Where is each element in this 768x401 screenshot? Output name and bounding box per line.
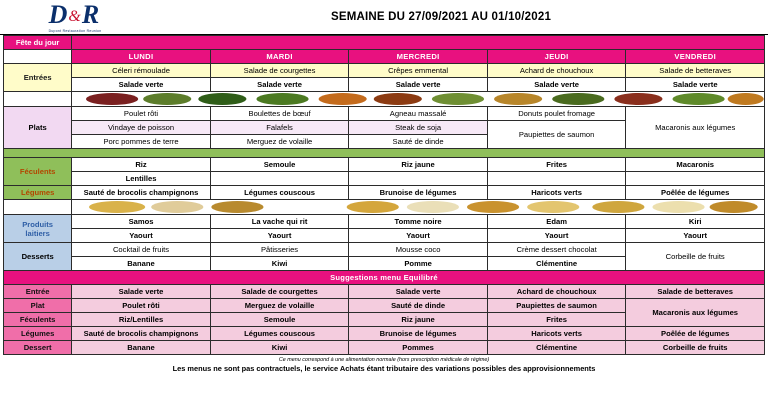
cell-laitier1-jeudi: Edam bbox=[487, 215, 626, 229]
label-sug-feculents: Féculents bbox=[4, 313, 72, 327]
row-entrees-1 bbox=[4, 64, 765, 78]
menu-table bbox=[3, 35, 765, 355]
cell-plat3-mardi: Merguez de volaille bbox=[210, 135, 349, 149]
cell-dessert1-lundi: Cocktail de fruits bbox=[72, 243, 211, 257]
row-fete-du-jour bbox=[4, 36, 765, 50]
label-plats: Plats bbox=[4, 107, 72, 149]
cell-sug-feculent-mardi: Semoule bbox=[210, 313, 349, 327]
logo-letter-r: R bbox=[81, 0, 100, 29]
day-mercredi: MERCREDI bbox=[349, 50, 488, 64]
page-header bbox=[0, 0, 768, 35]
cell-laitier1-vendredi: Kiri bbox=[626, 215, 765, 229]
cell-sug-dessert-jeudi: Clémentine bbox=[487, 341, 626, 355]
footer-note: Ce menu correspond à une alimentation normale (hors prescription médicale de régime) bbox=[278, 357, 490, 363]
cell-feculent1-mercredi: Riz jaune bbox=[349, 158, 488, 172]
cell-entree2-jeudi: Salade verte bbox=[487, 78, 626, 92]
row-sug-entree bbox=[4, 285, 765, 299]
cell-laitier2-lundi: Yaourt bbox=[72, 229, 211, 243]
cell-plat2-lundi: Vindaye de poisson bbox=[72, 121, 211, 135]
cell-entree2-mercredi: Salade verte bbox=[349, 78, 488, 92]
cell-sug-entree-jeudi: Achard de chouchoux bbox=[487, 285, 626, 299]
cell-dessert1-mardi: Pâtisseries bbox=[210, 243, 349, 257]
row-feculents-2 bbox=[4, 172, 765, 186]
cell-feculent1-mardi: Semoule bbox=[210, 158, 349, 172]
cell-legume-mercredi: Brunoise de légumes bbox=[349, 186, 488, 200]
cell-plat2-mardi: Falafels bbox=[210, 121, 349, 135]
cell-plat3-mercredi: Sauté de dinde bbox=[349, 135, 488, 149]
cell-dessert2-jeudi: Clémentine bbox=[487, 257, 626, 271]
cell-dessert-vendredi: Corbeille de fruits bbox=[626, 243, 765, 271]
label-desserts: Desserts bbox=[4, 243, 72, 271]
cell-laitier1-lundi: Samos bbox=[72, 215, 211, 229]
cell-legume-vendredi: Poêlée de légumes bbox=[626, 186, 765, 200]
cell-entree-mardi: Salade de courgettes bbox=[210, 64, 349, 78]
cell-entree2-lundi: Salade verte bbox=[72, 78, 211, 92]
label-legumes: Légumes bbox=[4, 186, 72, 200]
cell-sug-dessert-lundi: Banane bbox=[72, 341, 211, 355]
cell-sug-legume-mardi: Légumes couscous bbox=[210, 327, 349, 341]
cell-legume-jeudi: Haricots verts bbox=[487, 186, 626, 200]
cell-feculent1-jeudi: Frites bbox=[487, 158, 626, 172]
label-sug-plat: Plat bbox=[4, 299, 72, 313]
cell-feculent2-lundi: Lentilles bbox=[72, 172, 211, 186]
cell-sug-plat-jeudi: Paupiettes de saumon bbox=[487, 299, 626, 313]
cell-entree-mercredi: Crêpes emmental bbox=[349, 64, 488, 78]
cell-plat2-jeudi: Paupiettes de saumon bbox=[487, 121, 626, 149]
label-sug-legumes: Légumes bbox=[4, 327, 72, 341]
label-produits-laitiers-line1: Produits bbox=[22, 219, 54, 229]
row-laitiers-1 bbox=[4, 215, 765, 229]
cell-plat1-lundi: Poulet rôti bbox=[72, 107, 211, 121]
cell-sug-legume-lundi: Sauté de brocolis champignons bbox=[72, 327, 211, 341]
cell-dessert1-mercredi: Mousse coco bbox=[349, 243, 488, 257]
row-legumes bbox=[4, 186, 765, 200]
row-suggestions-header bbox=[4, 271, 765, 285]
day-mardi: MARDI bbox=[210, 50, 349, 64]
label-fete-du-jour: Fête du jour bbox=[4, 36, 72, 50]
cell-legume-lundi: Sauté de brocolis champignons bbox=[72, 186, 211, 200]
vegetable-photo-strip-icon bbox=[72, 92, 764, 106]
cell-feculent2-mardi bbox=[210, 172, 349, 186]
label-sug-entree: Entrée bbox=[4, 285, 72, 299]
cell-sug-plat-mercredi: Sauté de dinde bbox=[349, 299, 488, 313]
day-jeudi: JEUDI bbox=[487, 50, 626, 64]
green-divider bbox=[4, 149, 765, 158]
page-title: SEMAINE DU 27/09/2021 AU 01/10/2021 bbox=[330, 11, 552, 23]
row-green-band bbox=[4, 149, 765, 158]
cell-sug-dessert-vendredi: Corbeille de fruits bbox=[626, 341, 765, 355]
cell-sug-legume-mercredi: Brunoise de légumes bbox=[349, 327, 488, 341]
cell-sug-feculent-mercredi: Riz jaune bbox=[349, 313, 488, 327]
cell-feculent1-vendredi: Macaronis bbox=[626, 158, 765, 172]
cell-laitier1-mercredi: Tomme noire bbox=[349, 215, 488, 229]
row-entrees-2 bbox=[4, 78, 765, 92]
day-lundi: LUNDI bbox=[72, 50, 211, 64]
cell-plat1-mardi: Boulettes de bœuf bbox=[210, 107, 349, 121]
cell-feculent2-vendredi bbox=[626, 172, 765, 186]
label-sug-dessert: Dessert bbox=[4, 341, 72, 355]
cell-plat3-lundi: Porc pommes de terre bbox=[72, 135, 211, 149]
cell-sug-entree-lundi: Salade verte bbox=[72, 285, 211, 299]
cell-feculent2-mercredi bbox=[349, 172, 488, 186]
cell-entree-vendredi: Salade de betteraves bbox=[626, 64, 765, 78]
logo bbox=[0, 2, 150, 33]
suggestions-title: Suggestions menu Equilibré bbox=[4, 271, 765, 285]
cell-feculent2-jeudi bbox=[487, 172, 626, 186]
label-entrees: Entrées bbox=[4, 64, 72, 92]
cell-sug-plat-vendredi: Macaronis aux légumes bbox=[626, 299, 765, 327]
cell-laitier2-jeudi: Yaourt bbox=[487, 229, 626, 243]
cell-plat1-jeudi: Donuts poulet fromage bbox=[487, 107, 626, 121]
cell-laitier1-mardi: La vache qui rit bbox=[210, 215, 349, 229]
cell-laitier2-mardi: Yaourt bbox=[210, 229, 349, 243]
cell-sug-plat-lundi: Poulet rôti bbox=[72, 299, 211, 313]
cell-plat-vendredi: Macaronis aux légumes bbox=[626, 107, 765, 149]
cell-sug-dessert-mardi: Kiwi bbox=[210, 341, 349, 355]
row-desserts-1 bbox=[4, 243, 765, 257]
day-vendredi: VENDREDI bbox=[626, 50, 765, 64]
cell-entree-jeudi: Achard de chouchoux bbox=[487, 64, 626, 78]
cell-entree2-mardi: Salade verte bbox=[210, 78, 349, 92]
cell-entree-lundi: Céleri rémoulade bbox=[72, 64, 211, 78]
cell-dessert1-jeudi: Crème dessert chocolat bbox=[487, 243, 626, 257]
row-days-header bbox=[4, 50, 765, 64]
row-sug-dessert bbox=[4, 341, 765, 355]
row-veg-strip-2 bbox=[4, 200, 765, 215]
row-sug-plat bbox=[4, 299, 765, 313]
days-corner bbox=[4, 50, 72, 64]
cell-sug-dessert-mercredi: Pommes bbox=[349, 341, 488, 355]
logo-letter-d: D bbox=[48, 0, 68, 29]
row-feculents-1 bbox=[4, 158, 765, 172]
row-laitiers-2 bbox=[4, 229, 765, 243]
label-produits-laitiers bbox=[4, 215, 72, 243]
row-veg-strip-1 bbox=[4, 92, 765, 107]
cell-feculent1-lundi: Riz bbox=[72, 158, 211, 172]
cell-sug-feculent-lundi: Riz/Lentilles bbox=[72, 313, 211, 327]
cell-sug-feculent-jeudi: Frites bbox=[487, 313, 626, 327]
logo-ampersand: & bbox=[68, 7, 81, 25]
cheese-photo-strip-icon bbox=[72, 200, 764, 214]
cell-dessert2-lundi: Banane bbox=[72, 257, 211, 271]
cell-sug-entree-mardi: Salade de courgettes bbox=[210, 285, 349, 299]
cell-sug-entree-mercredi: Salade verte bbox=[349, 285, 488, 299]
label-produits-laitiers-line2: laitiers bbox=[25, 228, 50, 238]
cell-plat2-mercredi: Steak de soja bbox=[349, 121, 488, 135]
cell-sug-plat-mardi: Merguez de volaille bbox=[210, 299, 349, 313]
veg-strip2-label-cell bbox=[4, 200, 72, 215]
row-sug-legumes bbox=[4, 327, 765, 341]
label-feculents: Féculents bbox=[4, 158, 72, 186]
logo-subtitle: Dupont Restauration Reunion bbox=[48, 28, 102, 33]
cell-dessert2-mardi: Kiwi bbox=[210, 257, 349, 271]
cell-entree2-vendredi: Salade verte bbox=[626, 78, 765, 92]
cell-dessert2-mercredi: Pomme bbox=[349, 257, 488, 271]
veg-strip-2 bbox=[72, 200, 765, 215]
cell-sug-legume-vendredi: Poêlée de légumes bbox=[626, 327, 765, 341]
cell-laitier2-vendredi: Yaourt bbox=[626, 229, 765, 243]
cell-sug-entree-vendredi: Salade de betteraves bbox=[626, 285, 765, 299]
fete-du-jour-content bbox=[72, 36, 765, 50]
row-plats-1 bbox=[4, 107, 765, 121]
footer-disclaimer: Les menus ne sont pas contractuels, le service Achats étant tributaire des variations possibles des approvisionnements bbox=[172, 364, 596, 373]
logo-mark bbox=[49, 2, 102, 28]
cell-sug-legume-jeudi: Haricots verts bbox=[487, 327, 626, 341]
cell-plat1-mercredi: Agneau massalé bbox=[349, 107, 488, 121]
cell-legume-mardi: Légumes couscous bbox=[210, 186, 349, 200]
veg-strip-1 bbox=[72, 92, 765, 107]
cell-laitier2-mercredi: Yaourt bbox=[349, 229, 488, 243]
veg-strip-label-cell bbox=[4, 92, 72, 107]
